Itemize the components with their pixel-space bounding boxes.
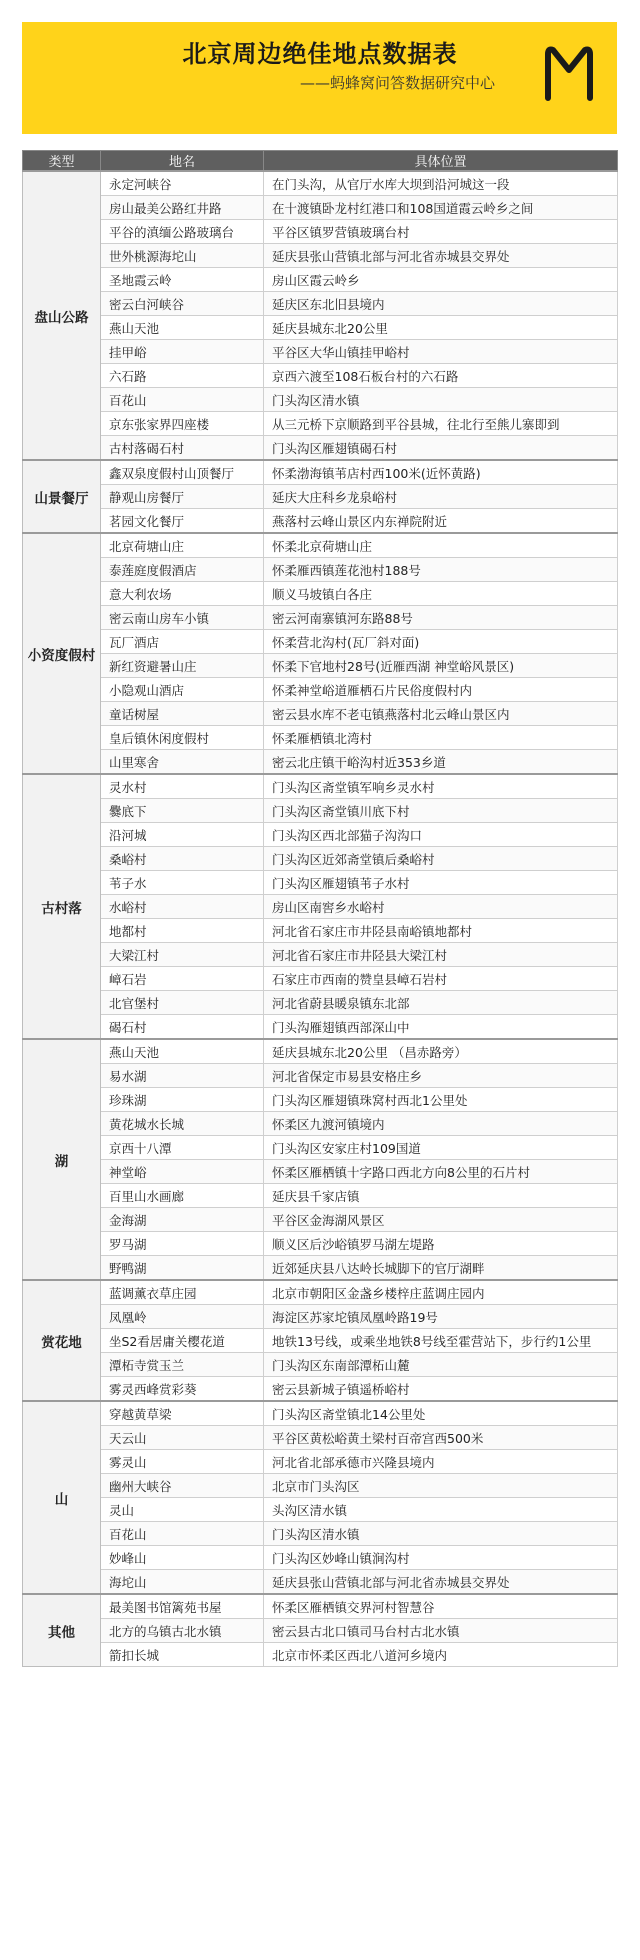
table-row [23, 943, 618, 967]
table-row [23, 991, 618, 1015]
location-cell: 门头沟区斋堂镇军响乡灵水村 [264, 774, 618, 799]
table-row [23, 1377, 618, 1402]
place-name-cell: 沿河城 [101, 823, 264, 847]
table-row [23, 871, 618, 895]
table-row [23, 196, 618, 220]
location-cell: 密云河南寨镇河东路88号 [264, 606, 618, 630]
table-row [23, 895, 618, 919]
location-cell: 河北省保定市易县安格庄乡 [264, 1064, 618, 1088]
place-name-cell: 小隐观山酒店 [101, 678, 264, 702]
location-cell: 怀柔营北沟村(瓦厂斜对面) [264, 630, 618, 654]
location-cell: 京西六渡至108石板台村的六石路 [264, 364, 618, 388]
place-name-cell: 金海湖 [101, 1208, 264, 1232]
table-row [23, 1136, 618, 1160]
place-name-cell: 世外桃源海坨山 [101, 244, 264, 268]
category-cell: 小资度假村 [23, 533, 101, 774]
table-row [23, 967, 618, 991]
location-cell: 北京市怀柔区西北八道河乡境内 [264, 1643, 618, 1667]
place-name-cell: 雾灵西峰赏彩葵 [101, 1377, 264, 1402]
place-name-cell: 山里寒舍 [101, 750, 264, 775]
category-cell: 其他 [23, 1594, 101, 1667]
locations-table [22, 150, 618, 1667]
location-cell: 头沟区清水镇 [264, 1498, 618, 1522]
table-row [23, 1184, 618, 1208]
location-cell: 延庆县城东北20公里 [264, 316, 618, 340]
place-name-cell: 永定河峡谷 [101, 171, 264, 196]
location-cell: 从三元桥下京顺路到平谷县城，往北行至熊儿寨即到 [264, 412, 618, 436]
table-row [23, 1450, 618, 1474]
place-name-cell: 平谷的滇缅公路玻璃台 [101, 220, 264, 244]
place-name-cell: 潭柘寺赏玉兰 [101, 1353, 264, 1377]
table-row [23, 316, 618, 340]
location-cell: 门头沟区雁翅镇珠窝村西北1公里处 [264, 1088, 618, 1112]
place-name-cell: 圣地霞云岭 [101, 268, 264, 292]
table-row [23, 847, 618, 871]
table-row [23, 678, 618, 702]
place-name-cell: 箭扣长城 [101, 1643, 264, 1667]
place-name-cell: 桑峪村 [101, 847, 264, 871]
table-row [23, 1305, 618, 1329]
location-cell: 密云北庄镇干峪沟村近353乡道 [264, 750, 618, 775]
place-name-cell: 天云山 [101, 1426, 264, 1450]
location-cell: 顺义区后沙峪镇罗马湖左堤路 [264, 1232, 618, 1256]
table-row [23, 630, 618, 654]
table-row [23, 460, 618, 485]
location-cell: 密云县水库不老屯镇燕落村北云峰山景区内 [264, 702, 618, 726]
location-cell: 房山区南窖乡水峪村 [264, 895, 618, 919]
table-row [23, 799, 618, 823]
table-row [23, 340, 618, 364]
place-name-cell: 灵山 [101, 1498, 264, 1522]
table-row [23, 1546, 618, 1570]
table-row [23, 1232, 618, 1256]
category-cell: 赏花地 [23, 1280, 101, 1401]
table-row [23, 1619, 618, 1643]
location-cell: 延庆县城东北20公里 （昌赤路旁） [264, 1039, 618, 1064]
place-name-cell: 黄花城水长城 [101, 1112, 264, 1136]
place-name-cell: 北方的乌镇古北水镇 [101, 1619, 264, 1643]
place-name-cell: 爨底下 [101, 799, 264, 823]
place-name-cell: 鑫双泉度假村山顶餐厅 [101, 460, 264, 485]
table-header-row [23, 151, 618, 172]
place-name-cell: 密云南山房车小镇 [101, 606, 264, 630]
page-subtitle: ——蚂蜂窝问答数据研究中心 [300, 74, 496, 92]
table-row [23, 1112, 618, 1136]
location-cell: 怀柔渤海镇苇店村西100米(近怀黄路) [264, 460, 618, 485]
table-row [23, 1256, 618, 1281]
table-row [23, 702, 618, 726]
place-name-cell: 蓝调薰衣草庄园 [101, 1280, 264, 1305]
location-cell: 在门头沟，从官厅水库大坝到沿河城这一段 [264, 171, 618, 196]
location-cell: 怀柔雁西镇莲花池村188号 [264, 558, 618, 582]
table-row [23, 1160, 618, 1184]
location-cell: 延庆县张山营镇北部与河北省赤城县交界处 [264, 1570, 618, 1595]
place-name-cell: 坐S2看居庸关樱花道 [101, 1329, 264, 1353]
table-row [23, 1522, 618, 1546]
page-title: 北京周边绝佳地点数据表 [182, 40, 458, 68]
location-cell: 门头沟区东南部潭柘山麓 [264, 1353, 618, 1377]
table-row [23, 582, 618, 606]
location-cell: 河北省石家庄市井陉县大梁江村 [264, 943, 618, 967]
location-cell: 平谷区金海湖风景区 [264, 1208, 618, 1232]
table-row [23, 268, 618, 292]
location-cell: 房山区霞云岭乡 [264, 268, 618, 292]
table-row [23, 1088, 618, 1112]
place-name-cell: 苇子水 [101, 871, 264, 895]
table-row [23, 823, 618, 847]
place-name-cell: 古村落碣石村 [101, 436, 264, 461]
location-cell: 怀柔雁栖镇北湾村 [264, 726, 618, 750]
location-cell: 海淀区苏家坨镇凤凰岭路19号 [264, 1305, 618, 1329]
place-name-cell: 六石路 [101, 364, 264, 388]
location-cell: 河北省石家庄市井陉县南峪镇地都村 [264, 919, 618, 943]
table-row [23, 1570, 618, 1595]
location-cell: 石家庄市西南的赞皇县嶂石岩村 [264, 967, 618, 991]
table-row [23, 171, 618, 196]
table-row [23, 388, 618, 412]
place-name-cell: 罗马湖 [101, 1232, 264, 1256]
place-name-cell: 茗园文化餐厅 [101, 509, 264, 534]
place-name-cell: 灵水村 [101, 774, 264, 799]
place-name-cell: 神堂峪 [101, 1160, 264, 1184]
location-cell: 北京市门头沟区 [264, 1474, 618, 1498]
table-row [23, 509, 618, 534]
location-cell: 门头沟区安家庄村109国道 [264, 1136, 618, 1160]
table-row [23, 1353, 618, 1377]
table-row [23, 558, 618, 582]
table-row [23, 412, 618, 436]
table-row [23, 1643, 618, 1667]
place-name-cell: 燕山天池 [101, 316, 264, 340]
place-name-cell: 皇后镇休闲度假村 [101, 726, 264, 750]
location-cell: 门头沟区斋堂镇北14公里处 [264, 1401, 618, 1426]
table-row [23, 1064, 618, 1088]
category-cell: 山景餐厅 [23, 460, 101, 533]
place-name-cell: 房山最美公路红井路 [101, 196, 264, 220]
place-name-cell: 野鸭湖 [101, 1256, 264, 1281]
table-row [23, 1474, 618, 1498]
place-name-cell: 百里山水画廊 [101, 1184, 264, 1208]
location-cell: 延庆大庄科乡龙泉峪村 [264, 485, 618, 509]
location-cell: 延庆县千家店镇 [264, 1184, 618, 1208]
table-row [23, 1208, 618, 1232]
location-cell: 密云县新城子镇遥桥峪村 [264, 1377, 618, 1402]
location-cell: 平谷区镇罗营镇玻璃台村 [264, 220, 618, 244]
location-cell: 门头沟区西北部猫子沟沟口 [264, 823, 618, 847]
table-row [23, 726, 618, 750]
category-cell: 山 [23, 1401, 101, 1594]
table-row [23, 1280, 618, 1305]
place-name-cell: 瓦厂酒店 [101, 630, 264, 654]
place-name-cell: 北官堡村 [101, 991, 264, 1015]
location-cell: 河北省北部承德市兴隆县境内 [264, 1450, 618, 1474]
place-name-cell: 嶂石岩 [101, 967, 264, 991]
location-cell: 怀柔神堂峪道雁栖石片民俗度假村内 [264, 678, 618, 702]
place-name-cell: 地都村 [101, 919, 264, 943]
location-cell: 平谷区大华山镇挂甲峪村 [264, 340, 618, 364]
table-row [23, 1015, 618, 1040]
place-name-cell: 密云白河峡谷 [101, 292, 264, 316]
location-cell: 平谷区黄松峪黄土梁村百帝宫西500米 [264, 1426, 618, 1450]
column-header-type: 类型 [23, 151, 101, 172]
category-cell: 盘山公路 [23, 171, 101, 460]
mafengwo-m-logo-icon [540, 40, 598, 106]
location-cell: 在十渡镇卧龙村红港口和108国道霞云岭乡之间 [264, 196, 618, 220]
place-name-cell: 海坨山 [101, 1570, 264, 1595]
place-name-cell: 雾灵山 [101, 1450, 264, 1474]
table-row [23, 244, 618, 268]
table-row [23, 436, 618, 461]
place-name-cell: 易水湖 [101, 1064, 264, 1088]
location-cell: 门头沟区斋堂镇川底下村 [264, 799, 618, 823]
location-cell: 近郊延庆县八达岭长城脚下的官厅湖畔 [264, 1256, 618, 1281]
place-name-cell: 幽州大峡谷 [101, 1474, 264, 1498]
place-name-cell: 新红资避暑山庄 [101, 654, 264, 678]
table-row [23, 1039, 618, 1064]
location-cell: 门头沟区妙峰山镇涧沟村 [264, 1546, 618, 1570]
table-row [23, 292, 618, 316]
location-cell: 门头沟区清水镇 [264, 388, 618, 412]
place-name-cell: 静观山房餐厅 [101, 485, 264, 509]
place-name-cell: 珍珠湖 [101, 1088, 264, 1112]
place-name-cell: 百花山 [101, 388, 264, 412]
table-row [23, 533, 618, 558]
category-cell: 古村落 [23, 774, 101, 1039]
place-name-cell: 妙峰山 [101, 1546, 264, 1570]
category-cell: 湖 [23, 1039, 101, 1280]
table-row [23, 485, 618, 509]
location-cell: 河北省蔚县暖泉镇东北部 [264, 991, 618, 1015]
location-cell: 燕落村云峰山景区内东禅院附近 [264, 509, 618, 534]
location-cell: 门头沟区近郊斋堂镇后桑峪村 [264, 847, 618, 871]
table-row [23, 1594, 618, 1619]
place-name-cell: 北京荷塘山庄 [101, 533, 264, 558]
location-cell: 延庆县张山营镇北部与河北省赤城县交界处 [264, 244, 618, 268]
place-name-cell: 意大利农场 [101, 582, 264, 606]
place-name-cell: 穿越黄草梁 [101, 1401, 264, 1426]
table-row [23, 1329, 618, 1353]
table-row [23, 220, 618, 244]
place-name-cell: 水峪村 [101, 895, 264, 919]
location-cell: 门头沟雁翅镇西部深山中 [264, 1015, 618, 1040]
place-name-cell: 最美图书馆篱苑书屋 [101, 1594, 264, 1619]
location-cell: 怀柔区雁栖镇交界河村智慧谷 [264, 1594, 618, 1619]
table-row [23, 750, 618, 775]
table-body [23, 171, 618, 1667]
location-cell: 地铁13号线，或乘坐地铁8号线至霍营站下，步行约1公里 [264, 1329, 618, 1353]
place-name-cell: 挂甲峪 [101, 340, 264, 364]
location-cell: 门头沟区清水镇 [264, 1522, 618, 1546]
location-cell: 门头沟区雁翅镇碣石村 [264, 436, 618, 461]
table-row [23, 919, 618, 943]
location-cell: 怀柔区九渡河镇境内 [264, 1112, 618, 1136]
place-name-cell: 百花山 [101, 1522, 264, 1546]
location-cell: 怀柔区雁栖镇十字路口西北方向8公里的石片村 [264, 1160, 618, 1184]
location-cell: 顺义马坡镇白各庄 [264, 582, 618, 606]
table-row [23, 1426, 618, 1450]
column-header-location: 具体位置 [264, 151, 618, 172]
place-name-cell: 大梁江村 [101, 943, 264, 967]
place-name-cell: 童话树屋 [101, 702, 264, 726]
table-row [23, 606, 618, 630]
table-row [23, 1401, 618, 1426]
location-cell: 怀柔下官地村28号(近雁西湖 神堂峪风景区) [264, 654, 618, 678]
table-row [23, 1498, 618, 1522]
location-cell: 密云县古北口镇司马台村古北水镇 [264, 1619, 618, 1643]
place-name-cell: 泰莲庭度假酒店 [101, 558, 264, 582]
table-row [23, 654, 618, 678]
place-name-cell: 碣石村 [101, 1015, 264, 1040]
place-name-cell: 燕山天池 [101, 1039, 264, 1064]
place-name-cell: 京西十八潭 [101, 1136, 264, 1160]
location-cell: 北京市朝阳区金盏乡楼梓庄蓝调庄园内 [264, 1280, 618, 1305]
location-cell: 门头沟区雁翅镇苇子水村 [264, 871, 618, 895]
place-name-cell: 凤凰岭 [101, 1305, 264, 1329]
table-row [23, 774, 618, 799]
column-header-name: 地名 [101, 151, 264, 172]
table-row [23, 364, 618, 388]
place-name-cell: 京东张家界四座楼 [101, 412, 264, 436]
location-cell: 怀柔北京荷塘山庄 [264, 533, 618, 558]
location-cell: 延庆区东北旧县境内 [264, 292, 618, 316]
